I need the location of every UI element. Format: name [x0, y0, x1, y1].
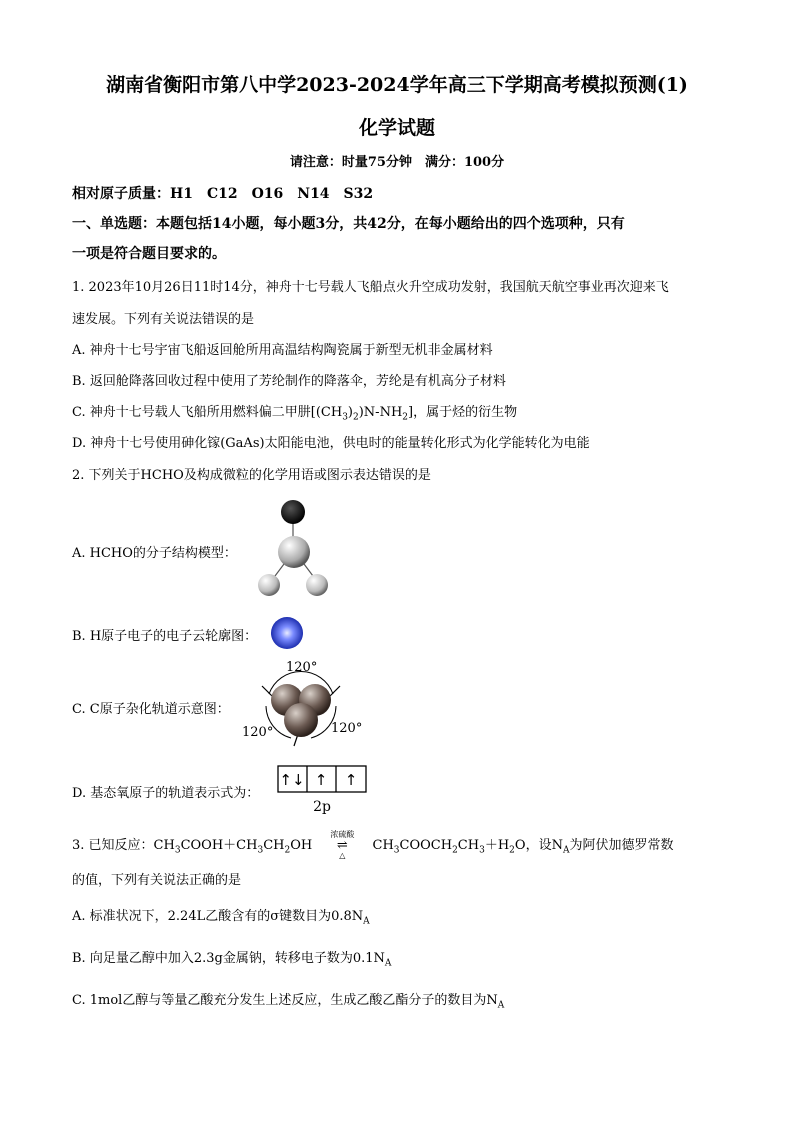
oxygen-atom	[281, 500, 305, 524]
hcho-ball-model	[250, 496, 340, 606]
q2-option-d: D. 基态氧原子的轨道表示式为：	[72, 786, 260, 801]
q3-stem-line2: 的值，下列有关说法正确的是	[72, 873, 242, 888]
exam-notice: 请注意：时量75分钟 满分：100分	[289, 155, 505, 170]
q1-option-c: C. 神舟十七号载人飞船所用燃料偏二甲肼$[(CH_3)_2)N-NH_2$]，属于烃的衍生物	[72, 405, 518, 423]
orbital-box-2: ↑	[314, 771, 328, 789]
hydrogen-atom-right	[306, 574, 328, 596]
hydrogen-atom-left	[258, 574, 280, 596]
atomic-masses: 相对原子质量：H1 C12 O16 N14 S32	[72, 186, 374, 202]
q2-option-c: C. C原子杂化轨道示意图：	[72, 702, 230, 717]
exam-title: 湖南省衡阳市第八中学2023-2024学年高三下学期高考模拟预测(1)	[106, 74, 688, 96]
q1-option-b: B. 返回舱降落回收过程中使用了芳纶制作的降落伞，芳纶是有机高分子材料	[72, 374, 506, 389]
section-heading-line1: 一、单选题：本题包括14小题，每小题3分，共42分，在每小题给出的四个选项种，只有	[72, 216, 625, 232]
q3-option-b: B. 向足量乙醇中加入2.3g金属钠，转移电子数为$0.1N_A$	[72, 951, 392, 969]
oxygen-orbital-diagram	[276, 764, 368, 816]
orbital-box-3: ↑	[344, 771, 358, 789]
hybrid-lobe-bottom	[284, 703, 318, 737]
orbital-box-1: ↑↓	[279, 771, 305, 789]
q1-option-d: D. 神舟十七号使用砷化镓(GaAs)太阳能电池，供电时的能量转化形式为化学能转化为电能	[72, 436, 590, 451]
reaction-arrow: 浓硫酸 ⇌ △	[330, 830, 355, 860]
q3-option-a: A. 标准状况下，2.24L乙酸含有的σ键数目为$0.8N_A$	[72, 909, 370, 927]
q3-option-c: C. 1mol乙醇与等量乙酸充分发生上述反应，生成乙酸乙酯分子的数目为$N_A$	[72, 993, 505, 1011]
angle-label-top: 120°	[286, 660, 318, 675]
section-heading-line2: 一项是符合题目要求的。	[72, 246, 226, 262]
q3-stem-line1: 3. 已知反应：$CH_3COOH+CH_3CH_2OH$ 浓硫酸 ⇌ △ $CH_3COOCH_2CH_3+H_2O$，设$N_A$为阿伏加德罗常数	[72, 830, 674, 860]
q1-option-a: A. 神舟十七号宇宙飞船返回舱所用高温结构陶瓷属于新型无机非金属材料	[72, 343, 493, 358]
sp2-hybrid-orbitals	[236, 656, 368, 752]
angle-label-right: 120°	[331, 721, 363, 736]
q1-stem-line1: 1. 2023年10月26日11时14分，神舟十七号载人飞船点火升空成功发射，我国航天航空事业再次迎来飞	[72, 280, 669, 295]
q2-option-a: A. HCHO的分子结构模型：	[72, 546, 237, 561]
s-orbital-cloud	[269, 615, 305, 651]
exam-subtitle: 化学试题	[358, 117, 435, 139]
carbon-atom	[278, 536, 310, 568]
angle-label-left: 120°	[242, 725, 274, 740]
q2-option-b: B. H原子电子的电子云轮廓图：	[72, 629, 258, 644]
q1-stem-line2: 速发展。下列有关说法错误的是	[72, 312, 255, 327]
q2-stem: 2. 下列关于HCHO及构成微粒的化学用语或图示表达错误的是	[72, 468, 431, 483]
orbital-label: 2p	[313, 799, 331, 815]
